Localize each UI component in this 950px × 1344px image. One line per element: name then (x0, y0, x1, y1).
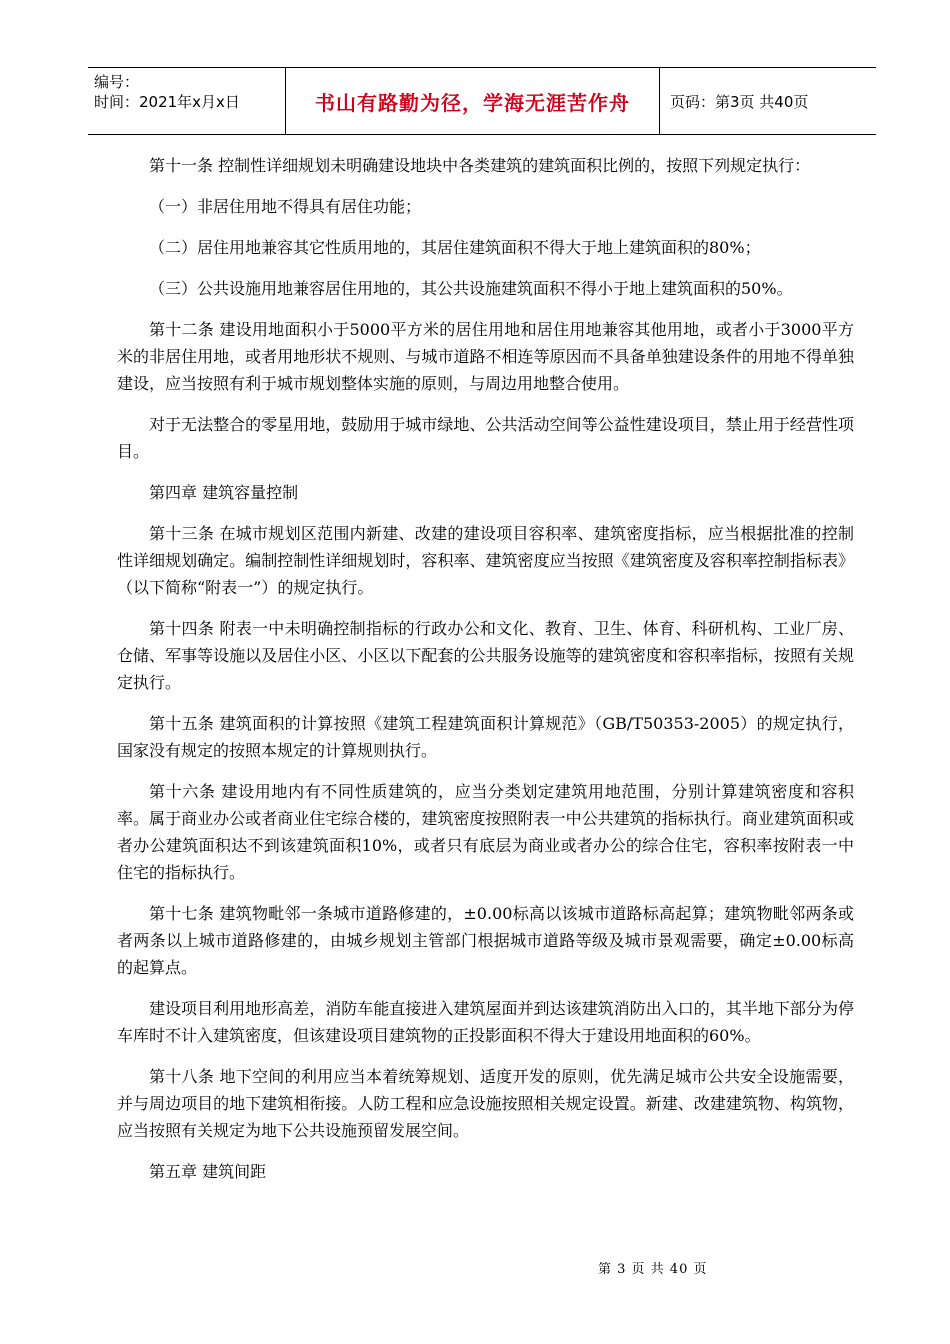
time-label: 时间：2021年x月x日 (94, 93, 240, 111)
article-17: 第十七条 建筑物毗邻一条城市道路修建的，±0.00标高以该城市道路标高起算；建筑物毗邻两条或者两条以上城市道路修建的，由城乡规划主管部门根据城市道路等级及城市景观需要，确定±0.00标高的起算点。 (117, 904, 854, 977)
header-motto: 书山有路勤为径，学海无涯苦作舟 (286, 68, 660, 134)
article-15: 第十五条 建筑面积的计算按照《建筑工程建筑面积计算规范》（GB/T50353-2005）的规定执行，国家没有规定的按照本规定的计算规则执行。 (117, 714, 854, 760)
article-11: 第十一条 控制性详细规划未明确建设地块中各类建筑的建筑面积比例的，按照下列规定执行： (149, 156, 811, 175)
article-17-supplement: 建设项目利用地形高差，消防车能直接进入建筑屋面并到达该建筑消防出入口的，其半地下部分为停车库时不计入建筑密度，但该建设项目建筑物的正投影面积不得大于建设用地面积的60%。 (117, 999, 854, 1045)
article-12: 第十二条 建设用地面积小于5000平方米的居住用地和居住用地兼容其他用地，或者小于3000平方米的非居住用地，或者用地形状不规则、与城市道路不相连等原因而不具备单独建设条件的用地不得单独建设，应当按照有利于城市规划整体实施的原则，与周边用地整合使用。 (117, 320, 854, 393)
number-label: 编号： (94, 73, 140, 91)
article-13: 第十三条 在城市规划区范围内新建、改建的建设项目容积率、建筑密度指标，应当根据批准的控制性详细规划确定。编制控制性详细规划时，容积率、建筑密度应当按照《建筑密度及容积率控制指标表》（以下简称“附表一”）的规定执行。 (117, 524, 854, 597)
clause-3: （三）公共设施用地兼容居住用地的，其公共设施建筑面积不得小于地上建筑面积的50%。 (149, 279, 793, 298)
article-16: 第十六条 建设用地内有不同性质建筑的，应当分类划定建筑用地范围，分别计算建筑密度和容积率。属于商业办公或者商业住宅综合楼的，建筑密度按照附表一中公共建筑的指标执行。商业建筑面积或者办公建筑面积达不到该建筑面积10%，或者只有底层为商业或者办公的综合住宅，容积率按附表一中住宅的指标执行。 (117, 782, 854, 882)
chapter-4-heading: 第四章 建筑容量控制 (149, 483, 299, 502)
article-12-supplement: 对于无法整合的零星用地，鼓励用于城市绿地、公共活动空间等公益性建设项目，禁止用于经营性项目。 (117, 415, 854, 461)
chapter-5-heading: 第五章 建筑间距 (149, 1162, 267, 1181)
header-meta (88, 68, 286, 134)
page-header (88, 67, 876, 135)
document-body (117, 152, 854, 1199)
header-page-info: 页码：第3页 共40页 (670, 92, 809, 111)
clause-1: （一）非居住用地不得具有居住功能； (149, 197, 422, 216)
page-footer: 第 3 页 共 40 页 (598, 1262, 708, 1277)
article-18: 第十八条 地下空间的利用应当本着统筹规划、适度开发的原则，优先满足城市公共安全设施需要，并与周边项目的地下建筑相衔接。人防工程和应急设施按照相关规定设置。新建、改建建筑物、构筑物，应当按照有关规定为地下公共设施预留发展空间。 (117, 1067, 854, 1140)
article-14: 第十四条 附表一中未明确控制指标的行政办公和文化、教育、卫生、体育、科研机构、工业厂房、仓储、军事等设施以及居住小区、小区以下配套的公共服务设施等的建筑密度和容积率指标，按照有关规定执行。 (117, 619, 854, 692)
clause-2: （二）居住用地兼容其它性质用地的，其居住建筑面积不得大于地上建筑面积的80%； (149, 238, 761, 257)
